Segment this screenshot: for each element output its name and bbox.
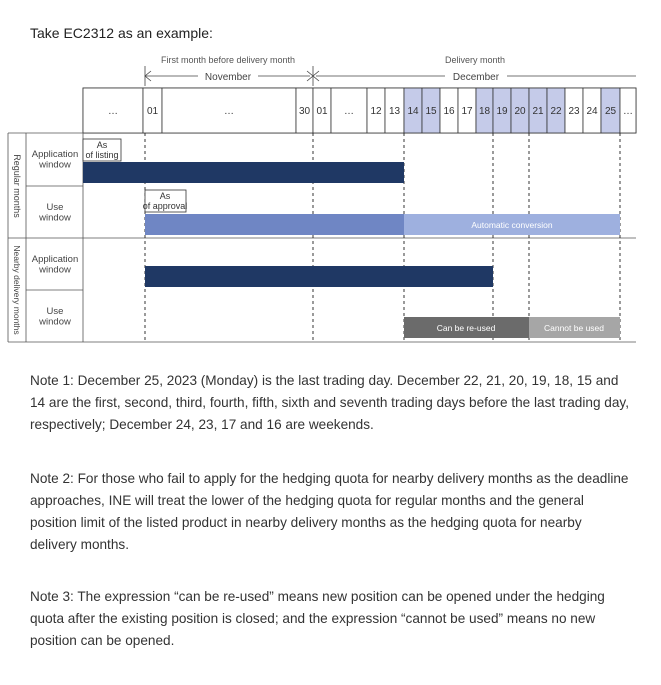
can-be-reused-label: Can be re-used bbox=[436, 323, 496, 333]
note-1: Note 1: December 25, 2023 (Monday) is the last trading day. December 22, 21, 20, 19, 18, 15 and 14 are the first, second, third, fourth, fifth, sixth and seventh trading days before the last trading day, respectively; December 24, 23, 17 and 16 are weekends. bbox=[30, 373, 629, 432]
as-of-listing-text: As of listing bbox=[85, 140, 119, 160]
row-label-application-window: Application window bbox=[31, 149, 79, 171]
date-label: 19 bbox=[496, 106, 508, 117]
date-label: 18 bbox=[478, 106, 491, 117]
date-label: … bbox=[623, 106, 633, 117]
as-of-approval-text: As of approval bbox=[142, 191, 188, 211]
cannot-be-used-label: Cannot be used bbox=[543, 323, 605, 333]
date-label: 22 bbox=[550, 106, 562, 117]
section-label-regular-months: Regular months bbox=[12, 154, 22, 218]
november-label: November bbox=[204, 72, 252, 83]
date-label: 14 bbox=[407, 106, 419, 117]
date-label: 16 bbox=[443, 106, 455, 117]
date-label: … bbox=[108, 106, 118, 117]
row-label-use-window-nearby: Use window bbox=[39, 306, 71, 328]
date-label: … bbox=[344, 106, 354, 117]
first-month-caption: First month before delivery month bbox=[160, 55, 296, 65]
delivery-month-caption: Delivery month bbox=[444, 55, 506, 65]
nearby-application-bar bbox=[145, 266, 493, 287]
note-3: Note 3: The expression “can be re-used” means new position can be opened under the hedging quota after the existing position is closed; and the expression “cannot be used” means no new position can be opened. bbox=[30, 589, 605, 648]
date-label: 01 bbox=[316, 106, 328, 117]
date-label: 25 bbox=[604, 106, 617, 117]
section-label-nearby-delivery-months: Nearby delivery months bbox=[12, 245, 22, 335]
date-label: 13 bbox=[388, 106, 401, 117]
row-label-application-window-nearby: Application window bbox=[31, 254, 79, 276]
date-label: 30 bbox=[298, 106, 311, 117]
date-label: 23 bbox=[568, 106, 580, 117]
date-label: 24 bbox=[586, 106, 598, 117]
regular-use-bar bbox=[145, 214, 404, 235]
date-label: 17 bbox=[461, 106, 473, 117]
date-label: … bbox=[224, 106, 234, 117]
date-label: 12 bbox=[370, 106, 382, 117]
automatic-conversion-label: Automatic conversion bbox=[471, 220, 553, 230]
row-label-use-window: Use window bbox=[39, 202, 71, 224]
december-label: December bbox=[452, 72, 500, 83]
date-label: 15 bbox=[425, 106, 437, 117]
regular-application-bar bbox=[83, 162, 404, 183]
note-2: Note 2: For those who fail to apply for the hedging quota for nearby delivery months as the deadline approaches, INE will treat the lower of the hedging quota for regular months and the general position limit of the listed product in nearby delivery months as the hedging quota for nearby delivery months. bbox=[30, 471, 629, 552]
date-label: 01 bbox=[146, 106, 159, 117]
date-label: 21 bbox=[532, 106, 544, 117]
date-label: 20 bbox=[514, 106, 526, 117]
example-title: Take EC2312 as an example: bbox=[30, 25, 213, 41]
